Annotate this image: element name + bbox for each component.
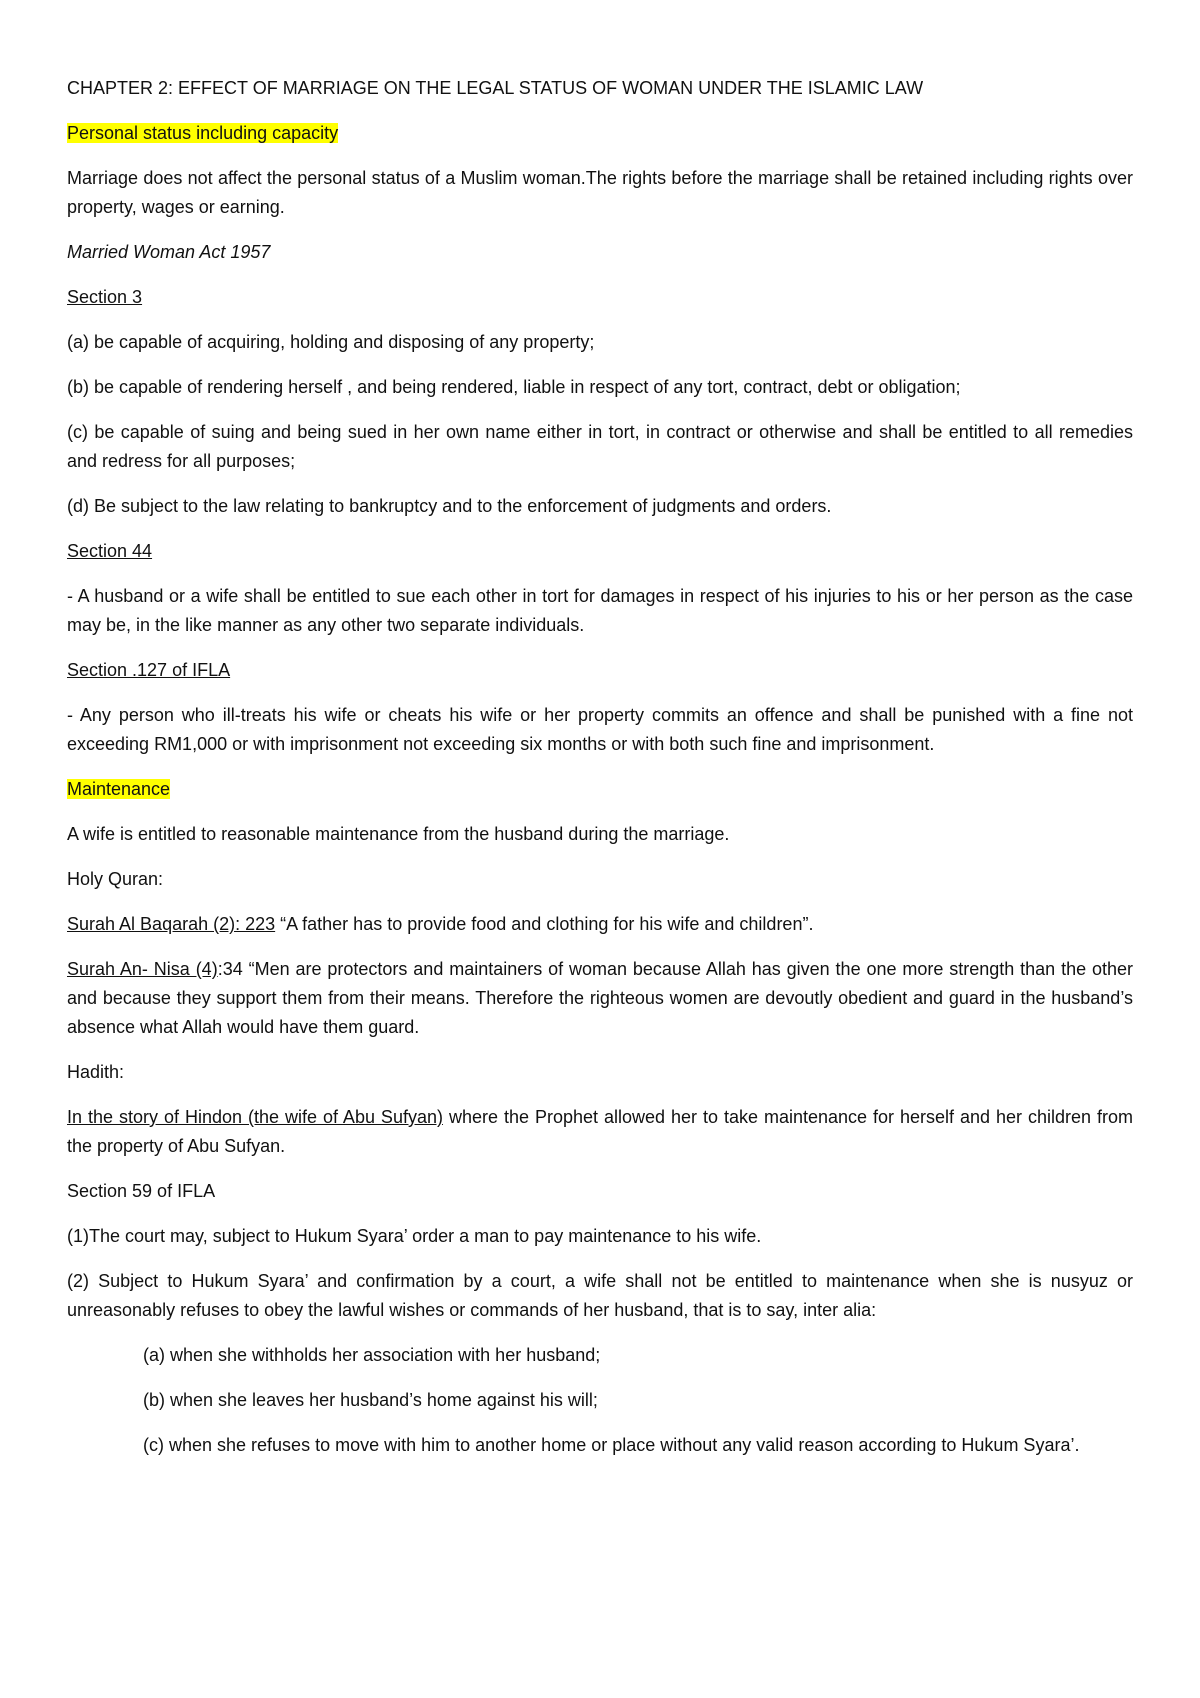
act-title: Married Woman Act 1957 [67,242,271,262]
surah-al-baqarah-text: “A father has to provide food and clothing for his wife and children”. [275,914,814,934]
chapter-title: CHAPTER 2: EFFECT OF MARRIAGE ON THE LEGAL STATUS OF WOMAN UNDER THE ISLAMIC LAW [67,78,924,98]
section-44-text: - A husband or a wife shall be entitled to sue each other in tort for damages in respect of his injuries to his or her person as the case may be, in the like manner as any other two separate individuals. [67,586,1133,635]
section-44-heading: Section 44 [67,541,153,561]
section-3-item-a: (a) be capable of acquiring, holding and disposing of any property; [67,332,595,352]
heading-maintenance [67,775,1133,804]
section-59-heading: Section 59 of IFLA [67,1181,216,1201]
section-3-heading: Section 3 [67,287,143,307]
section-3-item-d: (d) Be subject to the law relating to bankruptcy and to the enforcement of judgments and orders. [67,496,832,516]
surah-an-nisa-ref: Surah An- Nisa (4) [67,959,218,979]
surah-an-nisa-text: :34 “Men are protectors and maintainers of woman because Allah has given the one more strength than the other and because they support them from their means. Therefore the righteous women are devoutly obedient and guard in the husband’s absence what Allah would have them guard. [67,959,1134,1037]
surah-an-nisa [67,955,1133,1042]
section-3-item-c: (c) be capable of suing and being sued in her own name either in tort, in contract or otherwise and shall be entitled to all remedies and redress for all purposes; [67,422,1133,471]
section-59-item-b: (b) when she leaves her husband’s home against his will; [143,1390,598,1410]
highlighted-heading: Maintenance [67,779,171,799]
personal-status-intro: Marriage does not affect the personal status of a Muslim woman.The rights before the marriage shall be retained including rights over property, wages or earning. [67,168,1133,217]
hadith-text: where the Prophet allowed her to take maintenance for herself and her children from the property of Abu Sufyan. [67,1107,1133,1156]
section-127-heading: Section .127 of IFLA [67,660,231,680]
section-59-item-c: (c) when she refuses to move with him to another home or place without any valid reason according to Hukum Syara’. [143,1435,1080,1455]
heading-personal-status [67,119,1133,148]
hadith-ref: In the story of Hindon (the wife of Abu Sufyan) [67,1107,443,1127]
section-59-paragraph-1: (1)The court may, subject to Hukum Syara’ order a man to pay maintenance to his wife. [67,1226,762,1246]
maintenance-intro: A wife is entitled to reasonable maintenance from the husband during the marriage. [67,824,730,844]
quran-label: Holy Quran: [67,869,164,889]
hadith-paragraph [67,1103,1133,1161]
surah-al-baqarah-ref: Surah Al Baqarah (2): 223 [67,914,276,934]
surah-al-baqarah [67,910,1133,939]
hadith-label: Hadith: [67,1062,125,1082]
section-59-item-a: (a) when she withholds her association with her husband; [143,1345,601,1365]
section-3-item-b: (b) be capable of rendering herself , and being rendered, liable in respect of any tort, contract, debt or obligation; [67,377,961,397]
highlighted-heading: Personal status including capacity [67,123,339,143]
section-127-text: - Any person who ill-treats his wife or cheats his wife or her property commits an offence and shall be punished with a fine not exceeding RM1,000 or with imprisonment not exceeding six months or with both such fine and imprisonment. [67,705,1133,754]
section-59-paragraph-2: (2) Subject to Hukum Syara’ and confirmation by a court, a wife shall not be entitled to maintenance when she is nusyuz or unreasonably refuses to obey the lawful wishes or commands of her husband, that is to say, inter alia: [67,1271,1133,1320]
